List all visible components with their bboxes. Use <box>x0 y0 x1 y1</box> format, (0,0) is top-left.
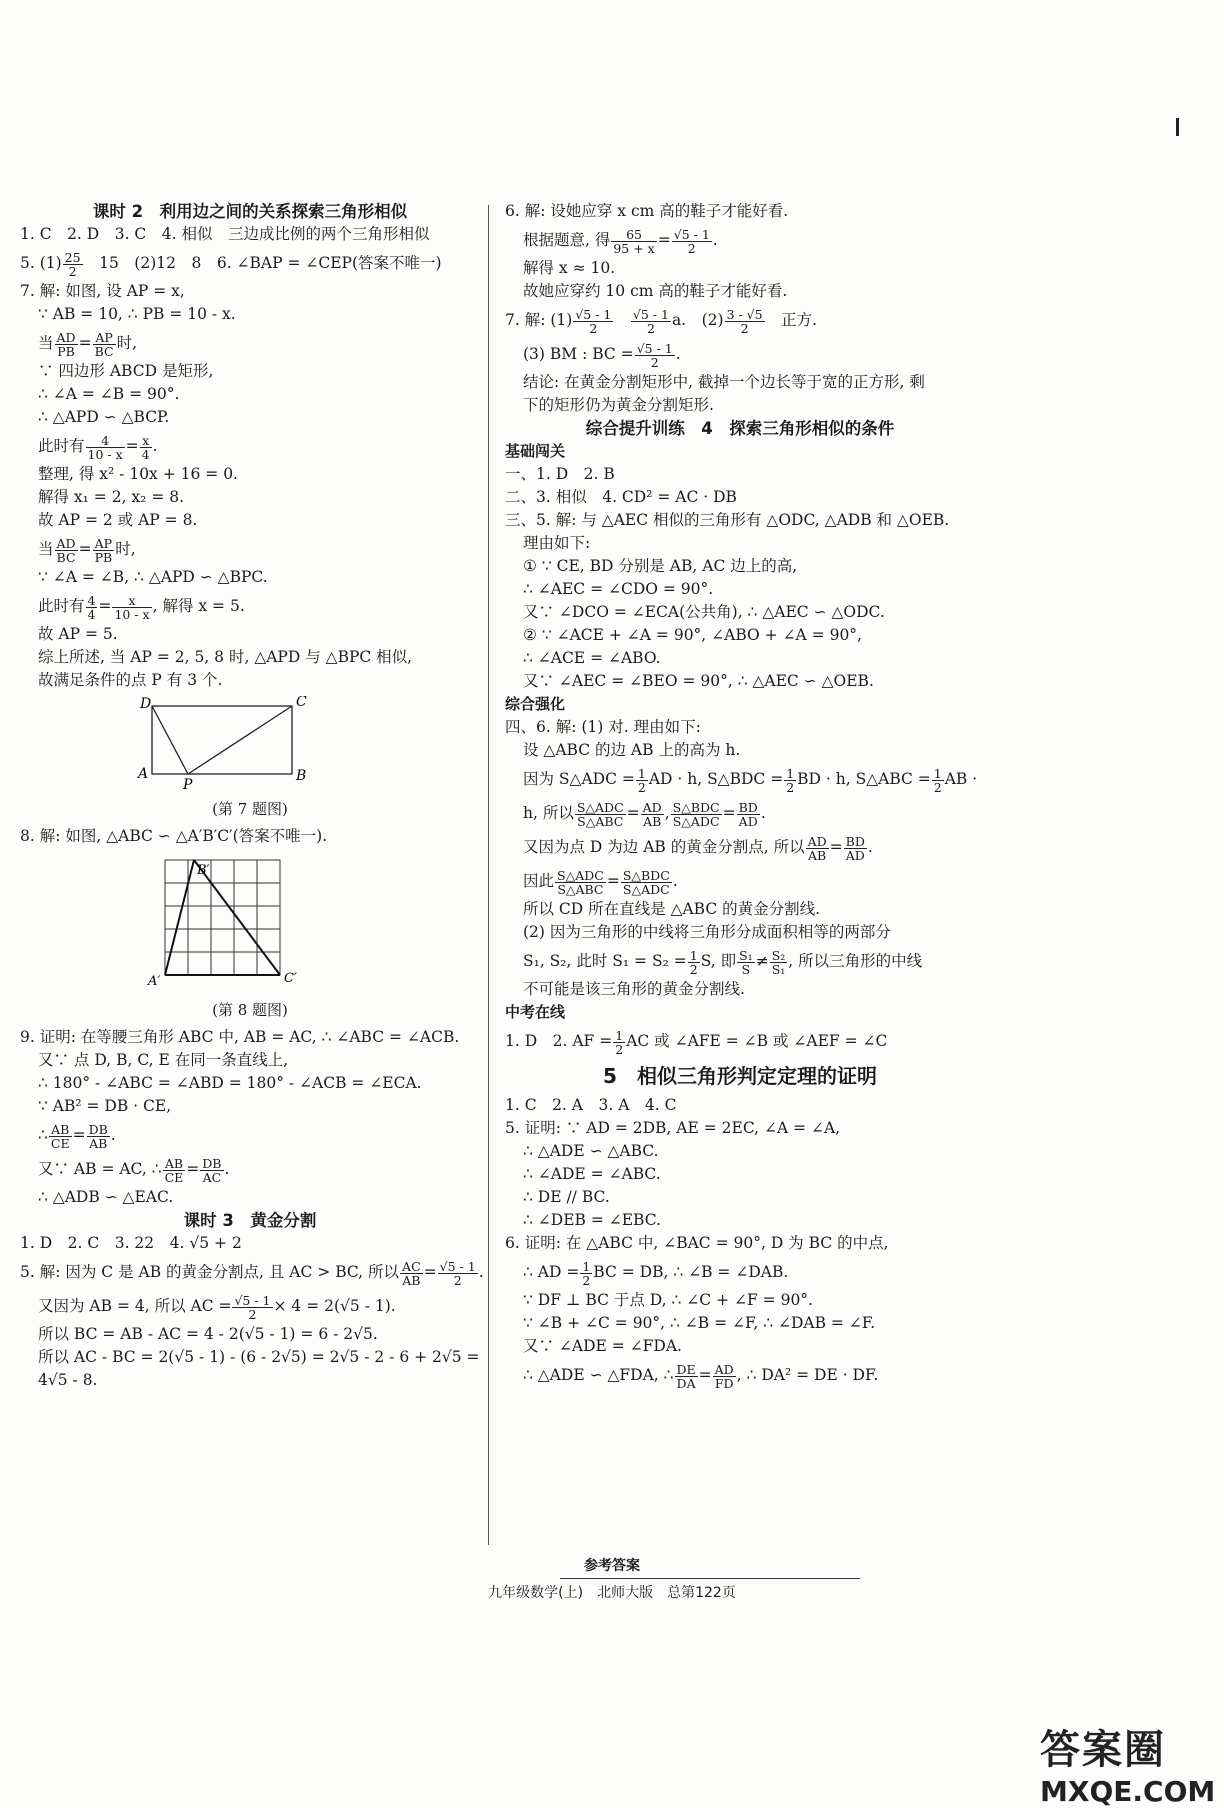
answer-line: ∵ DF ⊥ BC 于点 D, ∴ ∠C + ∠F = 90°. <box>523 1291 813 1309</box>
watermark-url: MXQE.COM <box>1040 1775 1216 1808</box>
answer-line: 5. 证明: ∵ AD = 2DB, AE = 2EC, ∠A = ∠A, <box>505 1119 841 1137</box>
answer-line: ∴ ∠A = ∠B = 90°. <box>38 385 180 403</box>
answer-line: ∴ ∠ADE = ∠ABC. <box>523 1165 661 1183</box>
answer-line: ∵ AB² = DB · CE, <box>38 1097 172 1115</box>
answer-line: 又∵ ∠ADE = ∠FDA. <box>523 1337 682 1355</box>
answer-line: S₁, S₂, 此时 S₁ = S₂ = $\frac{1}{2}$ S, 即 $\frac{\text{S₁}}{S}$ ≠ $\frac{\text{S₂}}{\text{S₁}}$ , 所以三角形的中线 <box>523 947 923 977</box>
answer-line: 又因为 AB = 4, 所以 AC = $\frac{√5 - 1}{2}$ × 4 = 2(√5 - 1). <box>38 1292 396 1322</box>
answer-line: 所以 CD 所在直线是 △ABC 的黄金分割线. <box>523 900 821 918</box>
label-c: C <box>296 696 307 710</box>
subsection-label: 基础闯关 <box>505 442 566 460</box>
answer-line: 7. 解: (1) $\frac{√5 - 1}{2}$ $\frac{√5 - 1}{2}$ a. (2) $\frac{3 - √5}{2}$ 正方. <box>505 306 818 336</box>
answer-line: 因此 $\frac{\text{S△ADC}}{\text{S△ABC}}$ = $\frac{\text{S△BDC}}{\text{S△ADC}}$ . <box>523 867 678 897</box>
chapter-heading: 5 相似三角形判定定理的证明 <box>603 1064 877 1088</box>
answer-line: 4√5 - 8. <box>38 1371 98 1389</box>
answer-line: ① ∵ CE, BD 分别是 AB, AC 边上的高, <box>523 557 798 575</box>
label-b: B <box>296 768 307 784</box>
answer-line: 下的矩形仍为黄金分割矩形. <box>523 396 714 414</box>
answer-line: 又∵ AB = AC, ∴ $\frac{AB}{CE}$ = $\frac{DB}{AC}$ . <box>38 1155 230 1185</box>
watermark-logo <box>1040 1718 1220 1808</box>
left-column <box>20 200 484 1392</box>
footer-rule <box>560 1578 860 1579</box>
answer-line: 当 $\frac{AD}{PB}$ = $\frac{AP}{BC}$ 时, <box>38 329 137 359</box>
answer-line: 故她应穿约 10 cm 高的鞋子才能好看. <box>523 282 788 300</box>
answer-line: 因为 S△ADC = $\frac{1}{2}$ AD · h, S△BDC = $\frac{1}{2}$ BD · h, S△ABC = $\frac{1}{2}$ AB · <box>523 765 978 795</box>
fraction: $\frac{25}{2}$ <box>64 249 81 279</box>
answer-line: ∴ ∠ACE = ∠ABO. <box>523 649 661 667</box>
subsection-label: 中考在线 <box>505 1003 566 1021</box>
subsection-label: 综合强化 <box>505 695 566 713</box>
answer-line: (3) BM : BC = $\frac{√5 - 1}{2}$ . <box>523 340 681 370</box>
answer-line: 又∵ 点 D, B, C, E 在同一条直线上, <box>38 1051 289 1069</box>
answer-line: ∴ ∠AEC = ∠CDO = 90°. <box>523 580 714 598</box>
column-divider <box>488 205 489 1545</box>
figure-8 <box>20 852 480 1022</box>
figure-caption: (第 7 题图) <box>212 800 288 818</box>
answer-line: 又因为点 D 为边 AB 的黄金分割点, 所以 $\frac{AD}{AB}$ = $\frac{BD}{AD}$ . <box>523 833 873 863</box>
segment-dp <box>152 706 188 774</box>
answer-line: 理由如下: <box>523 534 591 552</box>
watermark-title: 答案圈 <box>1040 1727 1166 1773</box>
answer-line: 结论: 在黄金分割矩形中, 截掉一个边长等于宽的正方形, 剩 <box>523 373 925 391</box>
answer-line: ∴ △ADE ∽ △ABC. <box>523 1142 659 1160</box>
right-column <box>505 200 978 1392</box>
label-a-prime: A′ <box>148 974 161 989</box>
answer-line: 8. 解: 如图, △ABC ∽ △A′B′C′(答案不唯一). <box>20 827 328 845</box>
label-c-prime: C′ <box>284 971 297 986</box>
answer-line: ∴ 180° - ∠ABC = ∠ABD = 180° - ∠ACB = ∠ECA. <box>38 1074 422 1092</box>
answer-line: ∵ AB = 10, ∴ PB = 10 - x. <box>38 305 236 323</box>
section-heading: 课时 2 利用边之间的关系探索三角形相似 <box>92 202 408 221</box>
answer-line: ∴ DE // BC. <box>523 1188 610 1206</box>
answer-line: 6. 证明: 在 △ABC 中, ∠BAC = 90°, D 为 BC 的中点, <box>505 1234 889 1252</box>
answer-line: 一、1. D 2. B <box>505 465 615 483</box>
answer-line: 所以 AC - BC = 2(√5 - 1) - (6 - 2√5) = 2√5 - 2 - 6 + 2√5 = <box>38 1348 480 1366</box>
answer-line: 又∵ ∠AEC = ∠BEO = 90°, ∴ △AEC ∽ △OEB. <box>523 672 874 690</box>
answer-line: 不可能是该三角形的黄金分割线. <box>523 980 745 998</box>
answer-line: ∴ ∠DEB = ∠EBC. <box>523 1211 661 1229</box>
answer-line: 设 △ABC 的边 AB 上的高为 h. <box>523 741 741 759</box>
figure-7 <box>20 696 480 821</box>
answer-line: 故 AP = 2 或 AP = 8. <box>38 511 198 529</box>
footer-page-info: 九年级数学(上) 北师大版 总第122页 <box>488 1585 736 1601</box>
section-heading: 课时 3 黄金分割 <box>183 1211 317 1230</box>
rectangle-diagram <box>20 696 480 791</box>
answer-line: ∴ △ADB ∽ △EAC. <box>38 1188 174 1206</box>
answer-line: 1. C 2. A 3. A 4. C <box>505 1096 677 1114</box>
answer-line: ∵ 四边形 ABCD 是矩形, <box>38 362 214 380</box>
answer-line: 四、6. 解: (1) 对. 理由如下: <box>505 718 701 736</box>
answer-line: 9. 证明: 在等腰三角形 ABC 中, AB = AC, ∴ ∠ABC = ∠ACB. <box>20 1028 460 1046</box>
answer-line: (2) 因为三角形的中线将三角形分成面积相等的两部分 <box>523 923 891 941</box>
answer-line: 解得 x₁ = 2, x₂ = 8. <box>38 488 185 506</box>
answer-line: 5. (1) $\frac{25}{2}$ 15 (2)12 8 6. ∠BAP = ∠CEP(答案不唯一) <box>20 249 442 279</box>
triangle-abc-prime <box>165 860 280 975</box>
grid-lines <box>165 860 280 975</box>
answer-line: ∴ △APD ∽ △BCP. <box>38 408 170 426</box>
answer-line: 解得 x ≈ 10. <box>523 259 616 277</box>
answer-line: 根据题意, 得 $\frac{65}{95 + x}$ = $\frac{√5 - 1}{2}$ . <box>523 226 718 256</box>
segment-pc <box>188 706 292 774</box>
answer-line: 综上所述, 当 AP = 2, 5, 8 时, △APD 与 △BPC 相似, <box>38 648 413 666</box>
footer-title: 参考答案 <box>584 1558 640 1574</box>
answer-line: 故满足条件的点 P 有 3 个. <box>38 671 223 689</box>
answer-line: 6. 解: 设她应穿 x cm 高的鞋子才能好看. <box>505 202 789 220</box>
label-a: A <box>138 766 149 782</box>
figure-caption: (第 8 题图) <box>212 1001 288 1019</box>
answer-line: 此时有 $\frac{4}{4}$ = $\frac{x}{10 - x}$ , 解得 x = 5. <box>38 592 245 622</box>
answer-line: 又∵ ∠DCO = ∠ECA(公共角), ∴ △AEC ∽ △ODC. <box>523 603 885 621</box>
corner-mark <box>1176 118 1179 136</box>
answer-line: ② ∵ ∠ACE + ∠A = 90°, ∠ABO + ∠A = 90°, <box>523 626 862 644</box>
label-d: D <box>140 696 152 712</box>
answer-line: 三、5. 解: 与 △AEC 相似的三角形有 △ODC, △ADB 和 △OEB. <box>505 511 950 529</box>
answer-line: 整理, 得 x² - 10x + 16 = 0. <box>38 465 238 483</box>
rectangle-abcd <box>152 706 292 774</box>
answer-line: 当 $\frac{AD}{BC}$ = $\frac{AP}{PB}$ 时, <box>38 535 136 565</box>
answer-line: 此时有 $\frac{4}{10 - x}$ = $\frac{x}{4}$ . <box>38 432 158 462</box>
answer-line: 1. C 2. D 3. C 4. 相似 三边成比例的两个三角形相似 <box>20 225 430 243</box>
answer-line: ∵ ∠B + ∠C = 90°, ∴ ∠B = ∠F, ∴ ∠DAB = ∠F. <box>523 1314 876 1332</box>
answer-line: ∴ $\frac{AB}{CE}$ = $\frac{DB}{AB}$ . <box>38 1121 116 1151</box>
answer-line: h, 所以 $\frac{\text{S△ADC}}{\text{S△ABC}}$ = $\frac{AD}{AB}$ , $\frac{\text{S△BDC}}{\text{S△ADC}}$ = $\frac{BD}{AD}$ . <box>523 799 766 829</box>
answer-line: 5. 解: 因为 C 是 AB 的黄金分割点, 且 AC > BC, 所以 $\frac{AC}{AB}$ = $\frac{√5 - 1}{2}$ . <box>20 1258 484 1288</box>
label-p: P <box>183 777 193 791</box>
answer-line: 所以 BC = AB - AC = 4 - 2(√5 - 1) = 6 - 2√5. <box>38 1325 378 1343</box>
answer-line: 1. D 2. AF = $\frac{1}{2}$ AC 或 ∠AFE = ∠B 或 ∠AEF = ∠C <box>505 1027 888 1057</box>
answer-line: ∴ AD = $\frac{1}{2}$ BC = DB, ∴ ∠B = ∠DAB. <box>523 1258 789 1288</box>
grid-diagram <box>20 852 480 992</box>
answer-line: 故 AP = 5. <box>38 625 118 643</box>
answer-line: ∴ △ADE ∽ △FDA, ∴ $\frac{DE}{DA}$ = $\frac{AD}{FD}$ , ∴ DA² = DE · DF. <box>523 1361 879 1391</box>
answer-line: ∵ ∠A = ∠B, ∴ △APD ∽ △BPC. <box>38 568 268 586</box>
label-b-prime: B′ <box>197 863 210 878</box>
answer-line: 二、3. 相似 4. CD² = AC · DB <box>505 488 737 506</box>
section-heading: 综合提升训练 4 探索三角形相似的条件 <box>585 419 895 438</box>
answer-line: 7. 解: 如图, 设 AP = x, <box>20 282 185 300</box>
answer-line: 1. D 2. C 3. 22 4. √5 + 2 <box>20 1234 242 1252</box>
